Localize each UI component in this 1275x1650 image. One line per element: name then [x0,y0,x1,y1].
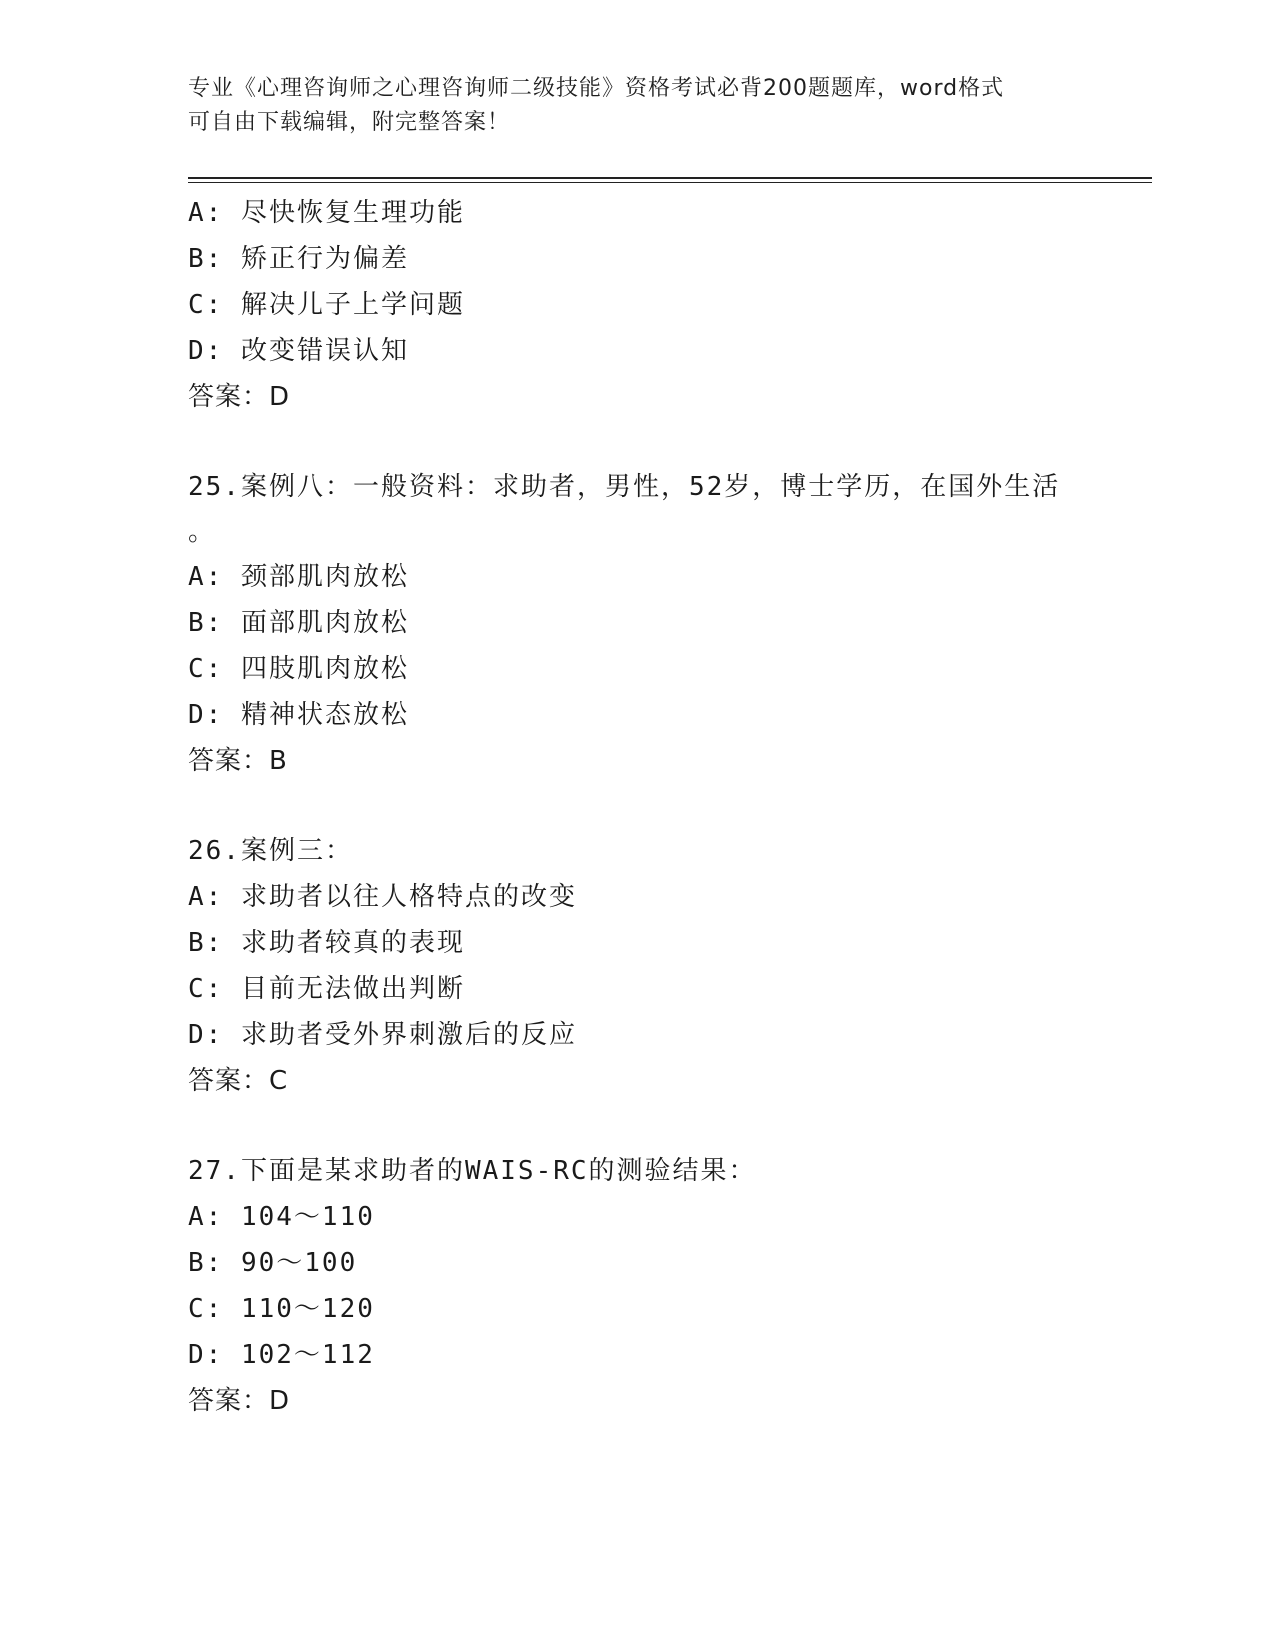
spacer [188,784,1148,828]
question-25 [188,464,1148,784]
question-stem: 25.案例八：一般资料：求助者，男性，52岁，博士学历，在国外生活 [188,472,1061,502]
answer-line: 答案：B [188,746,288,776]
header-divider-thin [188,182,1152,183]
option-c: C: 解决儿子上学问题 [188,290,465,320]
option-d: D: 求助者受外界刺激后的反应 [188,1020,577,1050]
option-d: D: 改变错误认知 [188,336,409,366]
option-b: B: 面部肌肉放松 [188,608,409,638]
option-a: A: 104～110 [188,1202,375,1232]
question-24 [188,190,1148,420]
option-b: B: 矫正行为偏差 [188,244,409,274]
header-line-2: 可自由下载编辑，附完整答案！ [188,110,511,135]
spacer [188,420,1148,464]
answer-line: 答案：C [188,1066,289,1096]
option-b: B: 90～100 [188,1248,358,1278]
question-stem-continuation: 。 [188,517,217,547]
header-divider-thick [188,177,1152,179]
option-d: D: 精神状态放松 [188,700,409,730]
option-a: A: 尽快恢复生理功能 [188,198,465,228]
question-stem: 26.案例三： [188,836,353,866]
option-c: C: 四肢肌肉放松 [188,654,409,684]
question-stem: 27.下面是某求助者的WAIS-RC的测验结果： [188,1156,757,1186]
option-a: A: 求助者以往人格特点的改变 [188,882,577,912]
question-26 [188,828,1148,1104]
question-27 [188,1148,1148,1424]
question-list [188,190,1148,1424]
answer-line: 答案：D [188,382,291,412]
option-c: C: 110～120 [188,1294,375,1324]
option-a: A: 颈部肌肉放松 [188,562,409,592]
option-d: D: 102～112 [188,1340,375,1370]
spacer [188,1104,1148,1148]
answer-line: 答案：D [188,1386,291,1416]
header-line-1: 专业《心理咨询师之心理咨询师二级技能》资格考试必背200题题库，word格式 [188,76,1005,101]
option-b: B: 求助者较真的表现 [188,928,465,958]
option-c: C: 目前无法做出判断 [188,974,465,1004]
document-header [188,72,1068,140]
